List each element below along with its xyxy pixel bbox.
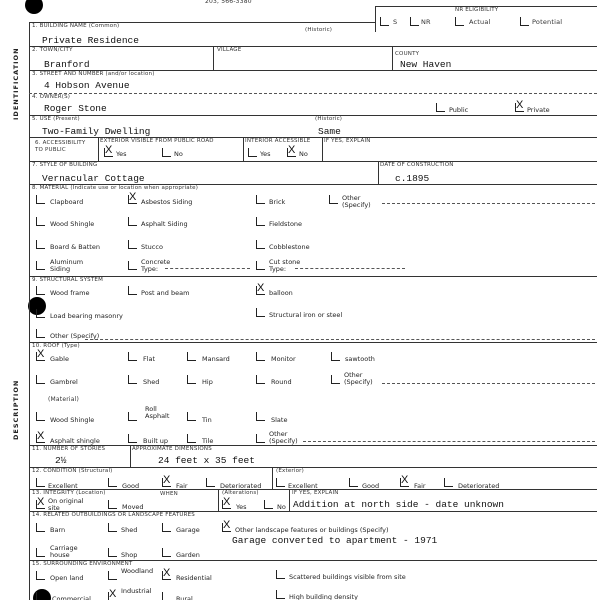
other-roof-type-checkbox[interactable] xyxy=(331,375,340,384)
scattered-buildings-label: Scattered buildings visible from site xyxy=(289,573,406,581)
open-land-label: Open land xyxy=(50,574,84,582)
style-label: 7. STYLE OF BUILDING xyxy=(32,162,98,168)
moved-label: Moved xyxy=(122,503,144,511)
alterations-no-label: No xyxy=(277,503,286,511)
original-site-checkbox[interactable] xyxy=(36,500,45,509)
stucco-checkbox[interactable] xyxy=(128,240,137,249)
exterior-excellent-label: Excellent xyxy=(288,482,318,490)
public-checkbox[interactable] xyxy=(436,103,445,112)
structural-deteriorated-checkbox[interactable] xyxy=(206,478,215,487)
alterations-yes-checkbox[interactable] xyxy=(222,500,231,509)
clapboard-checkbox[interactable] xyxy=(36,195,45,204)
use-present-label: 5. USE (Present) xyxy=(32,116,80,122)
if-yes-explain-label: IF YES, EXPLAIN xyxy=(324,138,371,144)
garden-label: Garden xyxy=(176,551,200,559)
wood-shingle-label: Wood Shingle xyxy=(50,220,95,228)
board-batten-checkbox[interactable] xyxy=(36,240,45,249)
exterior-deteriorated-checkbox[interactable] xyxy=(444,478,453,487)
exterior-visible-label: EXTERIOR VISIBLE FROM PUBLIC ROAD xyxy=(100,138,214,144)
interior-no-label: No xyxy=(299,150,308,158)
woodland-checkbox[interactable] xyxy=(108,571,117,580)
style-value[interactable]: Vernacular Cottage xyxy=(42,173,145,184)
use-historic-label: (Historic) xyxy=(315,116,343,122)
round-checkbox[interactable] xyxy=(256,375,265,384)
structural-excellent-label: Excellent xyxy=(48,482,78,490)
alterations-no-checkbox[interactable] xyxy=(264,500,273,509)
historic-name-label: (Historic) xyxy=(305,27,333,33)
use-present-value[interactable]: Two-Family Dwelling xyxy=(42,126,151,137)
exterior-excellent-checkbox[interactable] xyxy=(276,478,285,487)
monitor-label: Monitor xyxy=(271,355,296,363)
structural-fair-label: Fair xyxy=(176,482,188,490)
monitor-checkbox[interactable] xyxy=(256,352,265,361)
materials-label: 8. MATERIAL (Indicate use or location when appropriate) xyxy=(32,185,199,191)
brick-label: Brick xyxy=(269,198,286,206)
outbuilding-shed-label: Shed xyxy=(121,526,138,534)
cobblestone-label: Cobblestone xyxy=(269,243,310,251)
stucco-label: Stucco xyxy=(141,243,163,251)
date-value[interactable]: c.1895 xyxy=(395,173,430,184)
structural-fair-checkbox[interactable] xyxy=(162,478,171,487)
gable-checkbox[interactable] xyxy=(36,352,45,361)
roof-label: 10. ROOF (Type) xyxy=(32,343,80,349)
board-batten-label: Board & Batten xyxy=(50,243,100,251)
roof-wood-shingle-checkbox[interactable] xyxy=(36,412,45,421)
exterior-yes-checkbox[interactable] xyxy=(104,148,113,157)
post-beam-label: Post and beam xyxy=(141,289,190,297)
gambrel-label: Gambrel xyxy=(50,378,78,386)
county-value[interactable]: New Haven xyxy=(400,59,452,70)
garage-label: Garage xyxy=(176,526,200,534)
structural-deteriorated-label: Deteriorated xyxy=(220,482,262,490)
concrete-label: Concrete Type: xyxy=(141,258,171,273)
structural-label: 9. STRUCTURAL SYSTEM xyxy=(32,277,104,283)
other-structural-label: Other (Specify) xyxy=(50,332,100,340)
other-material-checkbox[interactable] xyxy=(329,195,338,204)
exterior-deteriorated-label: Deteriorated xyxy=(458,482,500,490)
integrity-explanation[interactable]: Addition at north side - date unknown xyxy=(293,499,504,510)
shop-label: Shop xyxy=(121,551,138,559)
fieldstone-checkbox[interactable] xyxy=(256,217,265,226)
header-top-text: 203, 566-3380 xyxy=(205,0,252,5)
round-label: Round xyxy=(271,378,292,386)
street-value[interactable]: 4 Hobson Avenue xyxy=(44,80,130,91)
sawtooth-label: sawtooth xyxy=(345,355,375,363)
asbestos-siding-label: Asbestos Siding xyxy=(141,198,193,206)
exterior-no-checkbox[interactable] xyxy=(162,148,171,157)
punch-hole-top xyxy=(25,0,43,14)
other-landscape-label: Other landscape features or buildings (Specify) xyxy=(235,526,389,534)
actual-label: Actual xyxy=(469,18,491,26)
exterior-good-checkbox[interactable] xyxy=(349,478,358,487)
shed-roof-label: Shed xyxy=(143,378,160,386)
structural-iron-label: Structural iron or steel xyxy=(269,311,343,319)
condition-structural-label: 12. CONDITION (Structural) xyxy=(32,468,113,474)
asphalt-shingle-checkbox[interactable] xyxy=(36,434,45,443)
condition-exterior-label: (Exterior) xyxy=(276,468,304,474)
industrial-checkbox[interactable] xyxy=(108,592,117,600)
hip-label: Hip xyxy=(202,378,213,386)
s-label: S xyxy=(393,18,398,26)
aluminum-siding-checkbox[interactable] xyxy=(36,261,45,270)
outbuilding-shed-checkbox[interactable] xyxy=(108,523,117,532)
exterior-good-label: Good xyxy=(362,482,380,490)
asphalt-shingle-label: Asphalt shingle xyxy=(50,437,100,445)
private-label: Private xyxy=(527,106,550,114)
other-material-label: Other (Specify) xyxy=(342,194,371,209)
woodland-label: Woodland xyxy=(121,567,154,575)
structural-iron-checkbox[interactable] xyxy=(256,308,265,317)
asbestos-siding-checkbox[interactable] xyxy=(128,195,137,204)
surroundings-label: 15. SURROUNDING ENVIRONMENT xyxy=(32,561,133,567)
village-label: VILLAGE xyxy=(217,47,242,53)
tile-label: Tile xyxy=(202,437,214,445)
residential-label: Residential xyxy=(176,574,212,582)
building-name-value[interactable]: Private Residence xyxy=(42,35,139,46)
asphalt-siding-checkbox[interactable] xyxy=(128,217,137,226)
tile-checkbox[interactable] xyxy=(187,434,196,443)
stories-value[interactable]: 2½ xyxy=(55,455,67,466)
asphalt-siding-label: Asphalt Siding xyxy=(141,220,188,228)
clapboard-label: Clapboard xyxy=(50,198,84,206)
high-density-checkbox[interactable] xyxy=(276,590,285,599)
potential-label: Potential xyxy=(532,18,563,26)
nr-label: NR xyxy=(421,18,431,26)
roof-wood-shingle-label: Wood Shingle xyxy=(50,416,95,424)
fieldstone-label: Fieldstone xyxy=(269,220,303,228)
carriage-house-checkbox[interactable] xyxy=(36,548,45,557)
when-label: WHEN xyxy=(160,491,178,497)
mansard-checkbox[interactable] xyxy=(187,352,196,361)
industrial-label: Industrial xyxy=(121,587,152,595)
moved-checkbox[interactable] xyxy=(108,500,117,509)
owner-label: 4. OWNER(S) xyxy=(32,94,71,100)
cut-stone-checkbox[interactable] xyxy=(256,261,265,270)
roll-asphalt-label: Roll Asphalt xyxy=(145,405,170,420)
garage-checkbox[interactable] xyxy=(162,523,171,532)
private-checkbox[interactable] xyxy=(515,103,524,112)
concrete-checkbox[interactable] xyxy=(128,261,137,270)
load-bearing-masonry-label: Load bearing masonry xyxy=(50,312,123,320)
commercial-label: Commercial xyxy=(52,595,91,600)
open-land-checkbox[interactable] xyxy=(36,571,45,580)
mansard-label: Mansard xyxy=(202,355,230,363)
rural-label: Rural xyxy=(176,595,193,600)
residential-checkbox[interactable] xyxy=(162,571,171,580)
carriage-house-label: Carriage house xyxy=(50,544,78,559)
exterior-yes-label: Yes xyxy=(116,150,127,158)
roof-material-label: (Material) xyxy=(48,396,80,403)
actual-checkbox[interactable] xyxy=(455,17,464,26)
accessibility-label: 6. ACCESSIBILITY TO PUBLIC xyxy=(35,140,86,153)
cobblestone-checkbox[interactable] xyxy=(256,240,265,249)
use-historic-value[interactable]: Same xyxy=(318,126,341,137)
town-value[interactable]: Branford xyxy=(44,59,90,70)
county-label: COUNTY xyxy=(395,51,420,57)
interior-no-checkbox[interactable] xyxy=(287,148,296,157)
dimensions-value[interactable]: 24 feet x 35 feet xyxy=(158,455,255,466)
commercial-checkbox[interactable] xyxy=(36,592,45,600)
cut-stone-label: Cut stone Type: xyxy=(269,258,301,273)
town-label: 2. TOWN/CITY xyxy=(32,47,73,53)
owner-value[interactable]: Roger Stone xyxy=(44,103,107,114)
other-structural-checkbox[interactable] xyxy=(36,329,45,338)
wood-frame-checkbox[interactable] xyxy=(36,286,45,295)
flat-label: Flat xyxy=(143,355,156,363)
structural-good-label: Good xyxy=(122,482,140,490)
building-name-label: 1. BUILDING NAME (Common) xyxy=(32,23,120,29)
rural-checkbox[interactable] xyxy=(162,592,171,600)
roll-asphalt-checkbox[interactable] xyxy=(128,412,137,421)
date-label: DATE OF CONSTRUCTION xyxy=(380,162,454,168)
potential-checkbox[interactable] xyxy=(520,17,529,26)
integrity-label: 13. INTEGRITY (Location) xyxy=(32,490,106,496)
gable-label: Gable xyxy=(50,355,69,363)
public-label: Public xyxy=(449,106,469,114)
built-up-checkbox[interactable] xyxy=(128,434,137,443)
nr-checkbox[interactable] xyxy=(410,17,419,26)
exterior-fair-checkbox[interactable] xyxy=(400,478,409,487)
original-site-label: On original site xyxy=(48,497,84,512)
balloon-label: balloon xyxy=(269,289,293,297)
tin-checkbox[interactable] xyxy=(187,412,196,421)
scattered-buildings-checkbox[interactable] xyxy=(276,570,285,579)
built-up-label: Built up xyxy=(143,437,169,445)
interior-accessible-label: INTERIOR ACCESSIBLE xyxy=(245,138,311,144)
load-bearing-masonry-checkbox[interactable] xyxy=(36,309,45,318)
structural-good-checkbox[interactable] xyxy=(108,478,117,487)
exterior-no-label: No xyxy=(174,150,183,158)
outbuildings-note[interactable]: Garage converted to apartment - 1971 xyxy=(232,535,438,546)
exterior-fair-label: Fair xyxy=(414,482,426,490)
outbuildings-label: 14. RELATED OUTBUILDINGS OR LANDSCAPE FEATURES xyxy=(32,512,195,518)
other-roof-material-label: Other (Specify) xyxy=(269,430,298,445)
wood-shingle-checkbox[interactable] xyxy=(36,217,45,226)
other-roof-material-checkbox[interactable] xyxy=(256,434,265,443)
interior-yes-label: Yes xyxy=(260,150,271,158)
flat-checkbox[interactable] xyxy=(128,352,137,361)
other-landscape-checkbox[interactable] xyxy=(222,523,231,532)
brick-checkbox[interactable] xyxy=(256,195,265,204)
shop-checkbox[interactable] xyxy=(108,548,117,557)
hip-checkbox[interactable] xyxy=(187,375,196,384)
interior-yes-checkbox[interactable] xyxy=(248,148,257,157)
s-checkbox[interactable] xyxy=(380,17,389,26)
nr-eligibility-label: NR ELIGIBILITY xyxy=(455,7,499,13)
slate-label: Slate xyxy=(271,416,288,424)
gambrel-checkbox[interactable] xyxy=(36,375,45,384)
dimensions-label: APPROXIMATE DIMENSIONS xyxy=(132,446,212,452)
sawtooth-checkbox[interactable] xyxy=(331,352,340,361)
description-section-label: DESCRIPTION xyxy=(12,379,20,440)
identification-section-label: IDENTIFICATION xyxy=(12,47,20,120)
tin-label: Tin xyxy=(202,416,212,424)
shed-roof-checkbox[interactable] xyxy=(128,375,137,384)
stories-label: 11. NUMBER OF STORIES xyxy=(32,446,106,452)
barn-label: Barn xyxy=(50,526,66,534)
garden-checkbox[interactable] xyxy=(162,548,171,557)
alterations-label: (Alterations) xyxy=(222,490,259,496)
aluminum-siding-label: Aluminum Siding xyxy=(50,258,84,273)
other-roof-type-label: Other (Specify) xyxy=(344,371,373,386)
high-density-label: High building density xyxy=(289,593,358,600)
wood-frame-label: Wood frame xyxy=(50,289,90,297)
slate-checkbox[interactable] xyxy=(256,412,265,421)
street-label: 3. STREET AND NUMBER (and/or location) xyxy=(32,71,155,77)
balloon-checkbox[interactable] xyxy=(256,286,265,295)
post-beam-checkbox[interactable] xyxy=(128,286,137,295)
alterations-yes-label: Yes xyxy=(236,503,247,511)
barn-checkbox[interactable] xyxy=(36,523,45,532)
integrity-if-yes-label: IF YES, EXPLAIN xyxy=(292,490,339,496)
structural-excellent-checkbox[interactable] xyxy=(36,478,45,487)
